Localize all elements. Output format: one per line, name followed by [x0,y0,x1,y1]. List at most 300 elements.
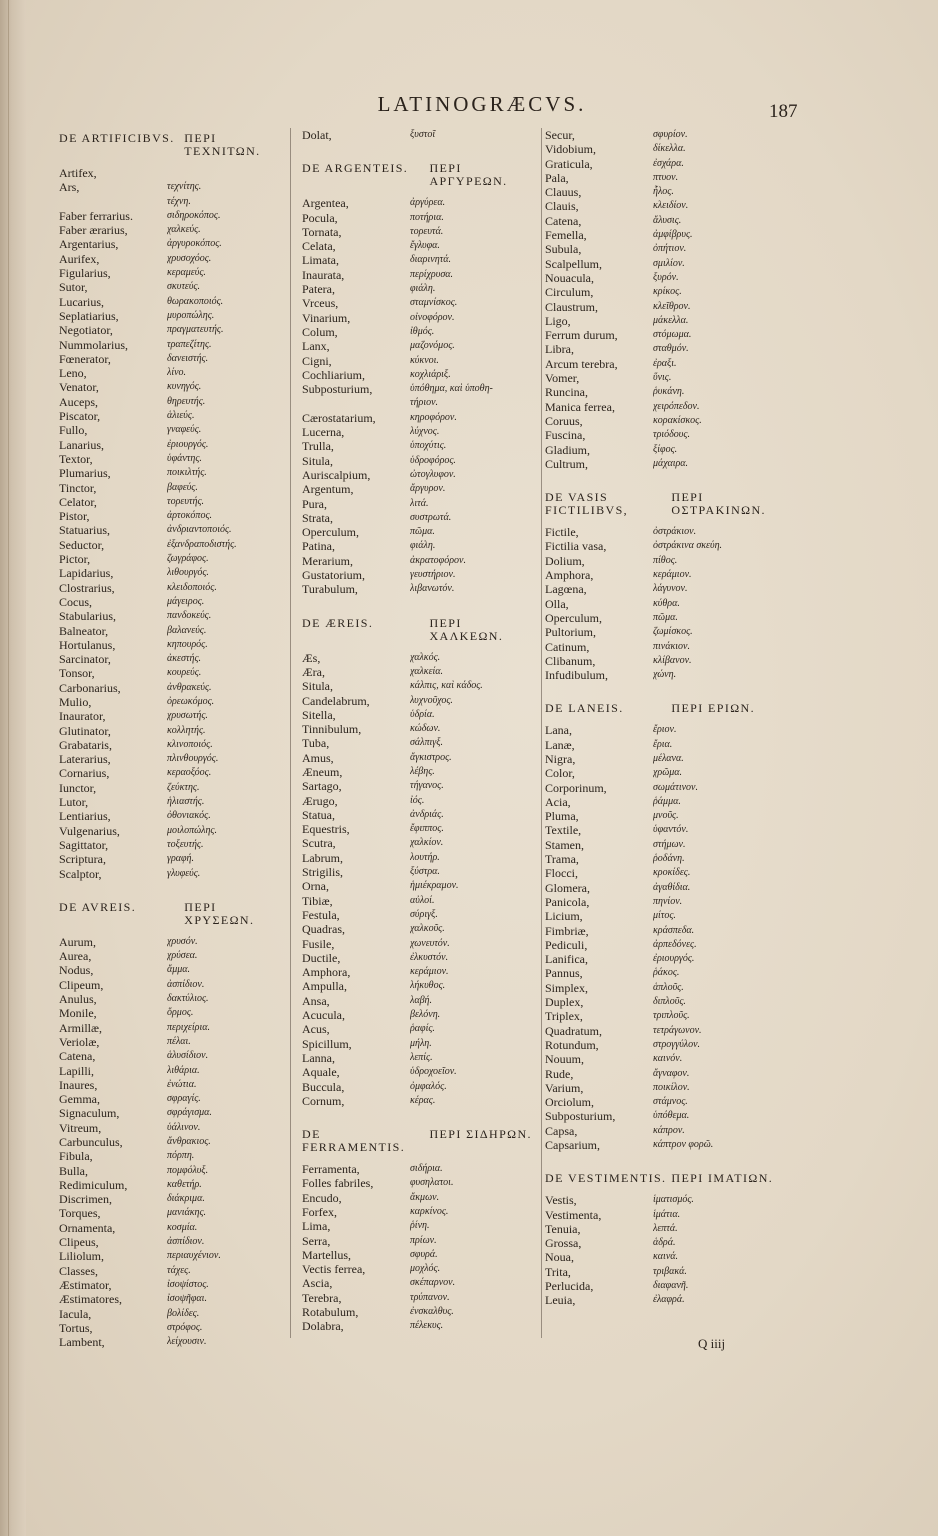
dictionary-entry [302,511,538,525]
greek-term: θωρακοποιός. [167,295,224,307]
dictionary-entry [545,924,779,938]
greek-term: σφράγισμα. [167,1107,212,1119]
dictionary-entry [59,538,291,552]
latin-term: Faber ærarius, [59,223,128,238]
dictionary-entry [302,1205,538,1219]
greek-term: χαλκεία. [410,665,444,677]
greek-term: ὑδροφόρος. [410,454,456,466]
dictionary-section [302,142,538,596]
greek-term: σφυρά. [410,1248,438,1260]
latin-term: Tonsor, [59,666,95,681]
dictionary-entry [545,1293,779,1307]
dictionary-entry [302,951,538,965]
greek-term: τορευτής. [167,495,205,507]
latin-term: Ferramenta, [302,1162,360,1177]
dictionary-entry [545,1095,779,1109]
latin-term: Æstimatores, [59,1292,122,1307]
latin-term: Pala, [545,170,569,185]
latin-term: Acia, [545,794,571,809]
section-heading [545,491,779,517]
dictionary-entry [545,539,779,553]
dictionary-entry [59,1278,291,1292]
dictionary-entry [59,781,291,795]
latin-term: Simplex, [545,980,589,995]
latin-term: Tuba, [302,736,330,751]
latin-term: Fœnerator, [59,351,111,366]
greek-term: ἐνσκαλθυς. [410,1306,454,1318]
section-heading [302,162,538,188]
latin-term: Argentarius, [59,237,119,252]
greek-term: ἐριουργός. [653,953,695,965]
latin-term: Sutor, [59,280,88,295]
latin-term: Patera, [302,282,335,297]
latin-term: Celator, [59,494,97,509]
dictionary-entry [59,1121,291,1135]
latin-term: Olla, [545,596,569,611]
dictionary-entry [545,171,779,185]
greek-term: ὀμφαλός. [410,1080,447,1092]
dictionary-entry [59,935,291,949]
dictionary-entry [59,452,291,466]
latin-term: Argentum, [302,482,354,497]
dictionary-entry [302,722,538,736]
dictionary-entry [59,466,291,480]
latin-term: Iunctor, [59,780,97,795]
latin-term: Flocci, [545,866,578,881]
greek-term: περίχρυσα. [410,268,453,280]
dictionary-entry [545,952,779,966]
greek-term: ἰός. [410,794,425,806]
section-heading [302,617,538,643]
dictionary-entry [302,908,538,922]
greek-term: ὀθονιακός. [167,810,211,822]
latin-term: Cochliarium, [302,367,365,382]
dictionary-entry [545,1052,779,1066]
dictionary-entry [302,482,538,496]
greek-term: βαφεύς. [167,481,198,493]
greek-term: ῥοδάνη. [653,853,685,865]
latin-term: Tornata, [302,224,342,239]
section-heading [59,132,291,158]
greek-term [167,166,291,180]
dictionary-entry [59,978,291,992]
greek-term: δίκελλα. [653,143,686,155]
dictionary-entry [59,223,291,237]
dictionary-entry [302,808,538,822]
dictionary-entry [545,895,779,909]
latin-term: Folles fabriles, [302,1176,374,1191]
section-heading-latin: DE ARGENTEIS. [302,161,409,176]
dictionary-entry [302,1234,538,1248]
dictionary-entry [302,1080,538,1094]
latin-term: Auceps, [59,394,98,409]
dictionary-entry [59,1307,291,1321]
greek-term: κύκνοι. [410,354,439,366]
latin-term: Subula, [545,242,582,257]
dictionary-entry [59,252,291,266]
greek-term: αὐλοί. [410,894,435,906]
greek-term: χρυσωτής. [167,710,208,722]
greek-term: ποικίλον. [653,1081,690,1093]
dictionary-entry [302,779,538,793]
greek-term: λάγυνον. [653,583,688,595]
dictionary-entry [59,509,291,523]
greek-term: σταμνίσκος. [410,297,458,309]
latin-term: Catena, [545,213,582,228]
greek-term: μήλη. [410,1037,432,1049]
latin-term: Ampulla, [302,979,347,994]
latin-term: Cigni, [302,353,332,368]
latin-term: Quadras, [302,922,345,937]
greek-term: ἔρια. [653,738,673,750]
dictionary-entry [59,1192,291,1206]
latin-term: Candelabrum, [302,693,370,708]
section-heading-greek: ΠΕΡΙ ΑΡΓΥΡΕΩΝ. [429,161,508,189]
greek-term: χρῶμα. [653,767,683,779]
greek-term: ἔφιππος. [410,823,444,835]
greek-term: μνοῦς. [653,810,679,822]
latin-term: Triplex, [545,1009,583,1024]
dictionary-entry [302,794,538,808]
greek-term: ῥάμμα. [653,795,681,807]
dictionary-entry [545,781,779,795]
greek-term: ἰσοψίστος. [167,1278,209,1290]
greek-term: βολίδες. [167,1307,200,1319]
dictionary-entry [545,157,779,171]
greek-term: γραφή. [167,853,194,865]
latin-term: Acus, [302,1022,330,1037]
greek-term: λιτά. [410,497,429,509]
greek-term: κυνηγός. [167,381,202,393]
dictionary-entry [302,1176,538,1190]
dictionary-entry [545,568,779,582]
latin-term: Fuscina, [545,428,586,443]
latin-term: Tinctor, [59,480,97,495]
greek-term: πινάκιον. [653,640,690,652]
section-gap [59,881,291,897]
latin-term: Pocula, [302,210,338,225]
latin-term: Pistor, [59,509,90,524]
greek-term: ἀρπεδόνες. [653,938,697,950]
latin-term: Panicola, [545,894,590,909]
greek-term: σφυρίον. [653,129,688,140]
latin-term: Ligo, [545,313,571,328]
latin-term: Ascia, [302,1276,333,1291]
latin-term: Tibiæ, [302,893,333,908]
latin-term: Corporinum, [545,780,607,795]
dictionary-entry [59,1292,291,1306]
greek-term: οἰνοφόρον. [410,311,455,323]
column-rule-2 [541,128,542,1338]
latin-term: Grossa, [545,1236,582,1251]
dictionary-entry [545,1193,779,1207]
greek-term: πρίων. [410,1234,437,1246]
greek-term: λεπτά. [653,1222,678,1234]
latin-term: Seductor, [59,537,105,552]
dictionary-entry [302,1191,538,1205]
latin-term: Subposturium, [302,382,373,397]
dictionary-entry [302,425,538,439]
dictionary-entry [302,1305,538,1319]
latin-term: Subposturium, [545,1109,616,1124]
greek-term: κύθρα. [653,597,680,609]
dictionary-entry [59,566,291,580]
latin-term: Signaculum, [59,1106,120,1121]
dictionary-entry [545,1236,779,1250]
greek-term: ἐλκυστόν. [410,951,449,963]
greek-term: σφραγίς. [167,1093,201,1105]
section-gap [545,471,779,487]
latin-term: Spicillum, [302,1036,352,1051]
greek-term: πῶμα. [653,611,678,623]
greek-term: πίθος. [653,554,678,566]
dictionary-entry [59,766,291,780]
latin-term: Orna, [302,879,329,894]
latin-term: Vulgenarius, [59,823,120,838]
greek-term: ἐραξι. [653,357,677,369]
greek-term: μοχλός. [410,1263,441,1275]
greek-term: μάκελλα. [653,314,689,326]
dictionary-entry [302,196,538,210]
dictionary-entry [545,400,779,414]
dictionary-section [545,471,779,682]
greek-term: ἄνθρακιος. [167,1136,211,1147]
binding-gutter [0,0,27,1536]
dictionary-entry [302,665,538,679]
greek-term: μέλανα. [653,752,684,764]
dictionary-section [59,881,291,1350]
dictionary-entry [545,214,779,228]
dictionary-entry [545,809,779,823]
latin-term: Vectis ferrea, [302,1262,366,1277]
dictionary-entry [59,638,291,652]
greek-term: ἀργύρεα. [410,197,446,209]
dictionary-entry [302,525,538,539]
dictionary-entry [302,128,538,142]
dictionary-entry [545,852,779,866]
latin-term: Ærugo, [302,793,338,808]
dictionary-entry [302,851,538,865]
greek-term: κέρας. [410,1094,436,1106]
greek-term: ἀκεστής. [167,653,202,665]
dictionary-entry [302,1037,538,1051]
section-heading-greek: ΠΕΡΙ ΧΡΥΣΕΩΝ. [184,899,255,927]
greek-term: χαλκός. [410,651,441,663]
greek-term: ἰθμός. [410,325,435,337]
latin-term: Amphora, [302,965,351,980]
dictionary-entry [302,396,538,410]
dictionary-entry [302,225,538,239]
dictionary-entry [302,311,538,325]
greek-term: ἀσπίδιον. [167,978,205,990]
section-gap [302,1108,538,1124]
greek-term: τάχες. [167,1264,191,1276]
greek-term: καρκίνος. [410,1206,449,1217]
section-heading-greek: ΠΕΡΙ ΧΑΛΚΕΩΝ. [429,615,504,643]
greek-term: μυροπώλης. [167,309,215,321]
dictionary-entry [545,1067,779,1081]
greek-term: ζωγράφος. [167,553,209,565]
greek-term: τήγανος. [410,780,444,792]
greek-term: ῥαφίς. [410,1023,435,1035]
dictionary-entry [302,694,538,708]
dictionary-entry [545,1208,779,1222]
dictionary-section [302,597,538,1109]
dictionary-entry [59,1149,291,1163]
dictionary-entry [302,765,538,779]
column-3 [545,128,779,1308]
greek-term: ποικιλτής. [167,467,207,479]
dictionary-entry [59,1135,291,1149]
latin-term: Ars, [59,180,80,195]
column-1 [59,128,291,1349]
greek-term: χρύσεα. [167,950,198,962]
dictionary-entry [302,211,538,225]
latin-term: Fimbriæ, [545,923,589,938]
latin-term: Sagittator, [59,837,109,852]
dictionary-entry [545,823,779,837]
latin-term: Gustatorium, [302,568,365,583]
dictionary-entry [302,1094,538,1108]
dictionary-section [302,128,538,142]
dictionary-entry [302,994,538,1008]
greek-term: πραγματευτής. [167,324,224,336]
section-heading [59,901,291,927]
dictionary-entry [545,228,779,242]
greek-term: ἡμιέκραμον. [410,880,459,892]
latin-term: Redimiculum, [59,1177,128,1192]
latin-term: Lentiarius, [59,809,111,824]
dictionary-entry [302,539,538,553]
greek-term: δανειστής. [167,352,209,364]
greek-term: ὀπήτιον. [653,243,687,255]
latin-term: Fibula, [59,1149,93,1164]
greek-term: σύριγξ. [410,908,438,920]
latin-term [59,195,167,209]
latin-term: Turabulum, [302,582,358,597]
greek-term: ἔριον. [653,724,677,736]
greek-term: κράσπεδα. [653,924,695,936]
greek-term: σκυτεύς. [167,281,200,293]
latin-term: Pictor, [59,552,91,567]
greek-term: κλινοποιός. [167,738,213,750]
dictionary-entry [59,166,291,180]
greek-term: τορευτά. [410,225,444,237]
dictionary-entry [545,1109,779,1123]
dictionary-entry [302,339,538,353]
greek-term: διαρινητά. [410,254,451,266]
greek-term: λήκυθος. [410,980,446,992]
greek-term: ἐλαφρά. [653,1294,685,1306]
dictionary-entry [545,838,779,852]
greek-term: τήριον. [410,397,439,409]
dictionary-entry [545,457,779,471]
latin-term: Carbonarius, [59,680,121,695]
latin-term: Celata, [302,239,336,254]
greek-term: λείχουσιν. [167,1336,207,1348]
latin-term: Encudo, [302,1190,342,1205]
dictionary-entry [302,468,538,482]
greek-term: κεράμιον. [653,569,692,581]
dictionary-entry [59,438,291,452]
section-heading-greek: ΠΕΡΙ ΣΙΔΗΡΩΝ. [429,1127,532,1142]
greek-term: στήμων. [653,838,686,850]
dictionary-entry [302,239,538,253]
section-heading-latin: DE AVREIS. [59,899,137,914]
dictionary-entry [59,523,291,537]
latin-term: Amus, [302,750,334,765]
latin-term: Acucula, [302,1008,345,1023]
latin-term: Figularius, [59,266,111,281]
dictionary-entry [545,881,779,895]
latin-term: Pluma, [545,809,579,824]
dictionary-entry [545,1009,779,1023]
greek-term: ἀμφίβρυς. [653,229,693,241]
signature-mark: Q iiij [698,1336,726,1351]
latin-term: Scriptura, [59,852,106,867]
latin-term: Piscator, [59,409,101,424]
section-heading-greek: ΠΕΡΙ ΕΡΙΩΝ. [671,701,756,716]
greek-term: συστρωτά. [410,511,452,523]
greek-term: λουτήρ. [410,851,440,863]
greek-term: τεχνίτης. [167,181,202,193]
section-heading-greek: ΠΕΡΙ ΙΜΑΤΙΩΝ. [671,1171,774,1186]
greek-term: ἁδρά. [653,1237,676,1249]
latin-term: Cornum, [302,1093,345,1108]
latin-term: Fictile, [545,525,579,540]
latin-term: Faber ferrarius. [59,208,133,223]
latin-term: Claustrum, [545,299,598,314]
greek-term: τραπεζίτης. [167,338,212,350]
greek-term: πανδοκεύς. [167,610,212,622]
latin-term: Scutra, [302,836,336,851]
greek-term: μαζονόμος. [410,340,455,352]
latin-term: Sarcinator, [59,652,111,667]
dictionary-entry [302,836,538,850]
greek-term: κάπτρον φορῶ. [653,1139,714,1150]
dictionary-entry [545,314,779,328]
dictionary-entry [302,865,538,879]
greek-term: ἁπλοῦς. [653,981,684,993]
dictionary-entry [302,751,538,765]
greek-term: ἁλιεύς. [167,410,195,422]
dictionary-entry [59,209,291,223]
greek-term: χρυσόν. [167,935,198,947]
dictionary-entry [59,409,291,423]
greek-term: κορακίσκος. [653,414,702,426]
dictionary-entry [59,1006,291,1020]
greek-term: κώδων. [410,723,441,735]
latin-term: Trama, [545,852,579,867]
dictionary-entry [59,581,291,595]
latin-term: Vidobium, [545,142,596,157]
latin-term: Vomer, [545,371,580,386]
latin-term: Stamen, [545,837,584,852]
greek-term: στάμνος. [653,1096,688,1108]
greek-term: τρύπανον. [410,1291,450,1303]
dictionary-entry [545,525,779,539]
greek-term: λιθάρια. [167,1064,200,1076]
greek-term: ἄγκιστρος. [410,751,452,763]
greek-term: ὕνις. [653,372,672,384]
latin-term: Strata, [302,510,333,525]
latin-term: Glutinator, [59,723,111,738]
greek-term: βελόνη. [410,1009,441,1021]
greek-term: ὀστράκινα σκεύη. [653,540,723,552]
dictionary-entry [59,1264,291,1278]
greek-term: ἔγλυφα. [410,240,440,252]
dictionary-entry [302,439,538,453]
